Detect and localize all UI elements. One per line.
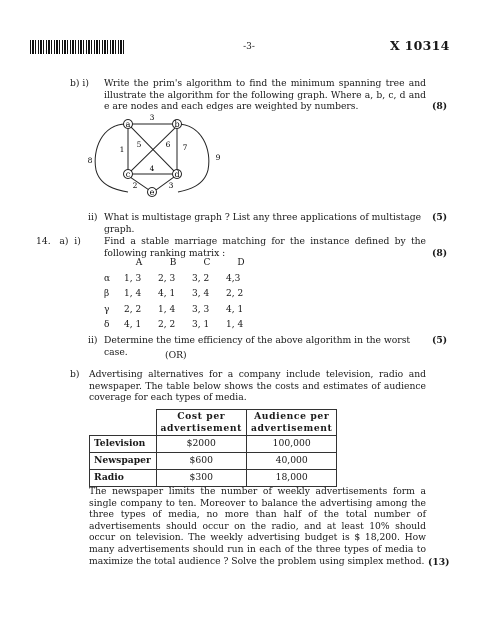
table-cell: 1, 4: [226, 320, 244, 330]
header-line: Audience per: [254, 411, 330, 422]
table-cell: 2, 3: [158, 273, 176, 284]
table-row: [90, 436, 337, 453]
question-text: Determine the time efficiency of the above algorithm in the worst case.: [104, 335, 411, 358]
question-label: ii): [88, 212, 98, 223]
question-text: Advertising alternatives for a company include television, radio and newspaper. The table below shows the costs and estimates of audience coverage for each types of media.: [89, 369, 426, 404]
cost-cell: $2000: [156, 436, 246, 453]
media-name: Radio: [90, 470, 157, 487]
audience-cell: 100,000: [246, 436, 336, 453]
table-cell: 4, 1: [124, 320, 142, 330]
table-cell: 3, 2: [192, 273, 210, 284]
table-cell: 4, 1: [158, 289, 176, 299]
graph-diagram: [82, 110, 232, 205]
weight-a-d: 5: [136, 140, 142, 149]
row-header: δ: [104, 320, 110, 330]
barcode: [30, 40, 125, 54]
weight-c-e: 2: [132, 181, 138, 190]
vertex-label-b: b: [174, 119, 180, 129]
question-marks: (5): [432, 335, 448, 346]
audience-cell: 40,000: [246, 453, 336, 470]
weight-a-b: 3: [149, 113, 155, 122]
table-cell: 2, 2: [158, 320, 176, 330]
table-row: [104, 320, 260, 336]
table-cell: 2, 2: [226, 289, 244, 299]
question-text: Write the prim's algorithm to find the minimum spanning tree and illustrate the algorithm for the following graph. Where a, b, c, d and e are nodes and each edges are weighted by numbers.: [104, 78, 426, 113]
weight-a-e: 8: [87, 156, 93, 165]
question-marks: (13): [428, 557, 450, 568]
media-name: Television: [90, 436, 157, 453]
table-cell: 4,3: [226, 273, 241, 284]
audience-cell: 18,000: [246, 470, 336, 487]
weight-b-d: 7: [182, 143, 188, 152]
weight-d-e: 3: [168, 181, 174, 190]
table-cell: 1, 3: [124, 273, 142, 284]
cost-cell: $300: [156, 470, 246, 487]
vertex-label-d: d: [174, 169, 180, 179]
question-marks: (8): [432, 248, 448, 259]
or-separator: (OR): [165, 350, 187, 361]
weight-a-c: 1: [119, 145, 125, 154]
question-label: b) i): [70, 78, 89, 89]
table-cell: 2, 2: [124, 304, 142, 315]
media-name: Newspaper: [90, 453, 157, 470]
header-line: Cost per: [177, 411, 226, 422]
edge-b-e-outer: [177, 124, 209, 192]
table-row: [104, 305, 260, 321]
row-header: α: [104, 273, 111, 284]
vertex-label-a: a: [125, 119, 131, 129]
question-label: b): [70, 369, 80, 380]
cost-cell: $600: [156, 453, 246, 470]
question-label: ii): [88, 335, 98, 346]
column-header-cost: [156, 410, 246, 436]
column-header: D: [237, 258, 245, 268]
question-text: The newspaper limits the number of weekly advertisements form a single company to ten. Moreover to balance the advertising among the three types of media, no more than half of the total number of advertisements should occur on the radio, and at least 10% should occur on television. The weekly advertising budget is $ 18,200. How many advertisements should run in each of the three types of media to maximize the total audience ? Solve the problem using simplex method.: [89, 486, 426, 567]
weight-b-c: 6: [165, 140, 171, 149]
vertex-label-e: e: [149, 187, 155, 197]
weight-c-d: 4: [149, 164, 155, 173]
table-cell: 3, 4: [192, 289, 210, 299]
table-cell: 3, 1: [192, 320, 210, 330]
question-label: 14. a) i): [36, 236, 81, 247]
table-row: [104, 274, 260, 290]
question-marks: (5): [432, 212, 448, 223]
table-row: [104, 289, 260, 305]
table-cell: 4, 1: [226, 304, 244, 315]
question-text: Find a stable marriage matching for the instance defined by the following ranking matrix :: [104, 236, 426, 259]
header-line: advertisement: [160, 422, 242, 434]
edge-a-e: [95, 124, 128, 192]
vertex-label-c: c: [125, 169, 131, 179]
column-header: C: [203, 258, 211, 268]
table-cell: 1, 4: [124, 289, 142, 299]
table-row: [90, 470, 337, 487]
table-cell: 1, 4: [158, 304, 176, 315]
question-paper-code: X 10314: [390, 38, 450, 53]
table-cell: 3, 3: [192, 304, 210, 315]
page-number: -3-: [243, 42, 255, 52]
header-line: advertisement: [250, 422, 333, 434]
row-header: β: [104, 289, 110, 299]
table-header-row: [90, 410, 337, 436]
row-header: γ: [104, 304, 110, 315]
table-row: [90, 453, 337, 470]
question-text: What is multistage graph ? List any three applications of multistage graph.: [104, 212, 422, 235]
ranking-header-row: [104, 258, 260, 274]
ranking-matrix: [104, 258, 260, 336]
column-header: A: [135, 258, 143, 268]
advertising-table: [89, 409, 337, 487]
column-header: B: [169, 258, 177, 268]
column-header-audience: [246, 410, 336, 436]
weight-b-e: 9: [215, 153, 221, 162]
question-marks: (8): [432, 101, 448, 112]
